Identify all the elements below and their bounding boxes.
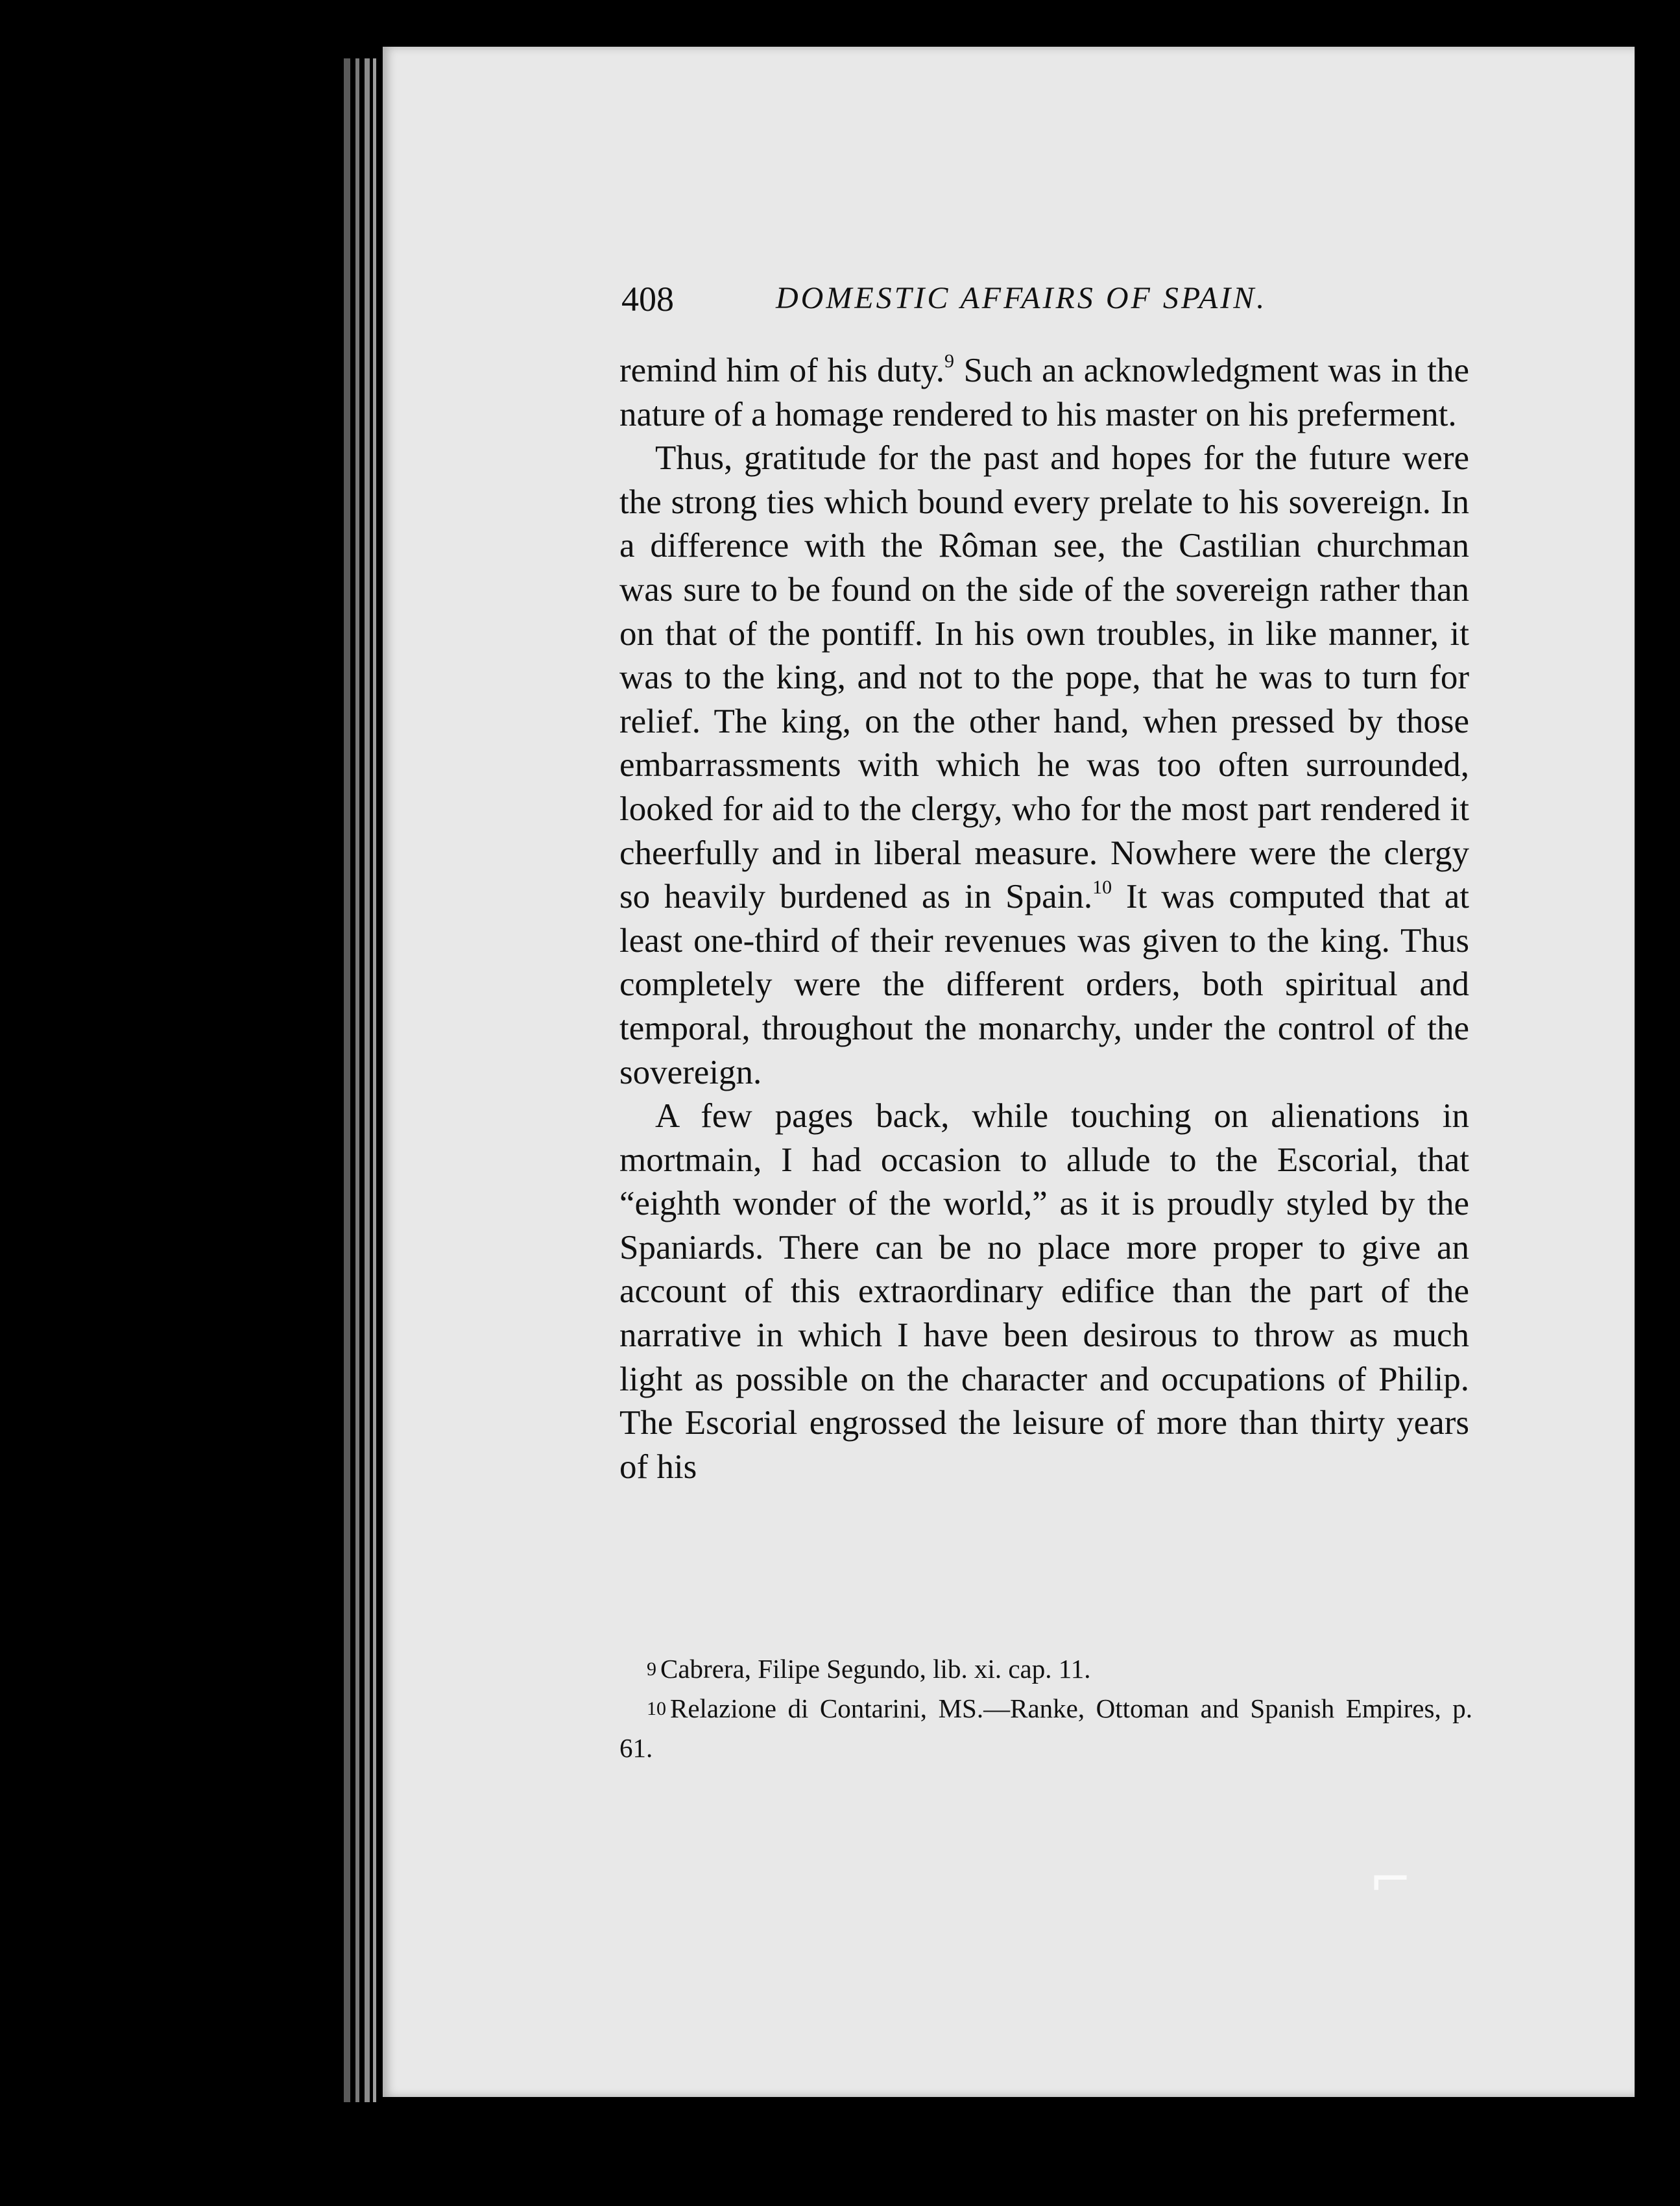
running-title: DOMESTIC AFFAIRS OF SPAIN.	[776, 281, 1267, 315]
footnote-text: Relazione di Contarini, MS.—Ranke, Ottoman and Spanish Empires, p. 61.	[619, 1693, 1472, 1763]
footnote-mark: 9	[647, 1658, 656, 1680]
paragraph	[619, 349, 1469, 437]
paragraph	[619, 437, 1469, 1095]
footnote-mark: 10	[647, 1698, 666, 1719]
page-number: 408	[621, 280, 674, 319]
page-edge	[365, 58, 370, 2102]
body-text	[619, 349, 1469, 1489]
page-edge	[344, 58, 350, 2102]
page-edge	[373, 58, 376, 2102]
page-gutter	[1635, 65, 1680, 2115]
scan-artifact-mark: ⌐	[1369, 1849, 1413, 1909]
text-segment: Thus, gratitude for the past and hopes for the future were the strong ties which bound every prelate to his sovereign. In a difference with the Rôman see, the Castilian churchman was sure to be found on the side of the sovereign rather than on that of the pontiff. In his own troubles, in like manner, it was to the king, and not to the pope, that he was to turn for relief. The king, on the other hand, when pressed by those embarrassments with which he was too often surrounded, looked for aid to the clergy, who for the most part rendered it cheerfully and in liberal measure. Nowhere were the clergy so heavily burdened as in Spain.	[619, 439, 1469, 916]
paragraph	[619, 1095, 1469, 1489]
footnote-text: Cabrera, Filipe Segundo, lib. xi. cap. 11.	[660, 1654, 1091, 1684]
text-segment: A few pages back, while touching on alienations in mortmain, I had occasion to allude to the Escorial, that “eighth wonder of the world,” as it is proudly styled by the Spaniards. There can be no place more proper to give an account of this extraordinary edifice than the part of the narrative in which I have been desirous to throw as much light as possible on the character and occupations of Philip. The Escorial engrossed the leisure of more than thirty years of his	[619, 1097, 1469, 1486]
running-header	[621, 279, 1465, 331]
text-segment: remind him of his duty.	[619, 352, 944, 389]
page-edge	[355, 58, 359, 2102]
footnotes	[619, 1649, 1472, 1767]
footnote	[619, 1649, 1472, 1689]
footnote-reference: 9	[944, 350, 954, 372]
text-segment: Such an acknowledgment was in the nature of a homage rendered to his master on his preferment.	[619, 352, 1470, 433]
text-segment: It was computed that at least one-third of their revenues was given to the king. Thus completely were the different orders, both spiritual and temporal, throughout the monarchy, under the control of the sovereign.	[619, 878, 1470, 1091]
footnote	[619, 1689, 1472, 1767]
footnote-reference: 10	[1092, 877, 1112, 899]
